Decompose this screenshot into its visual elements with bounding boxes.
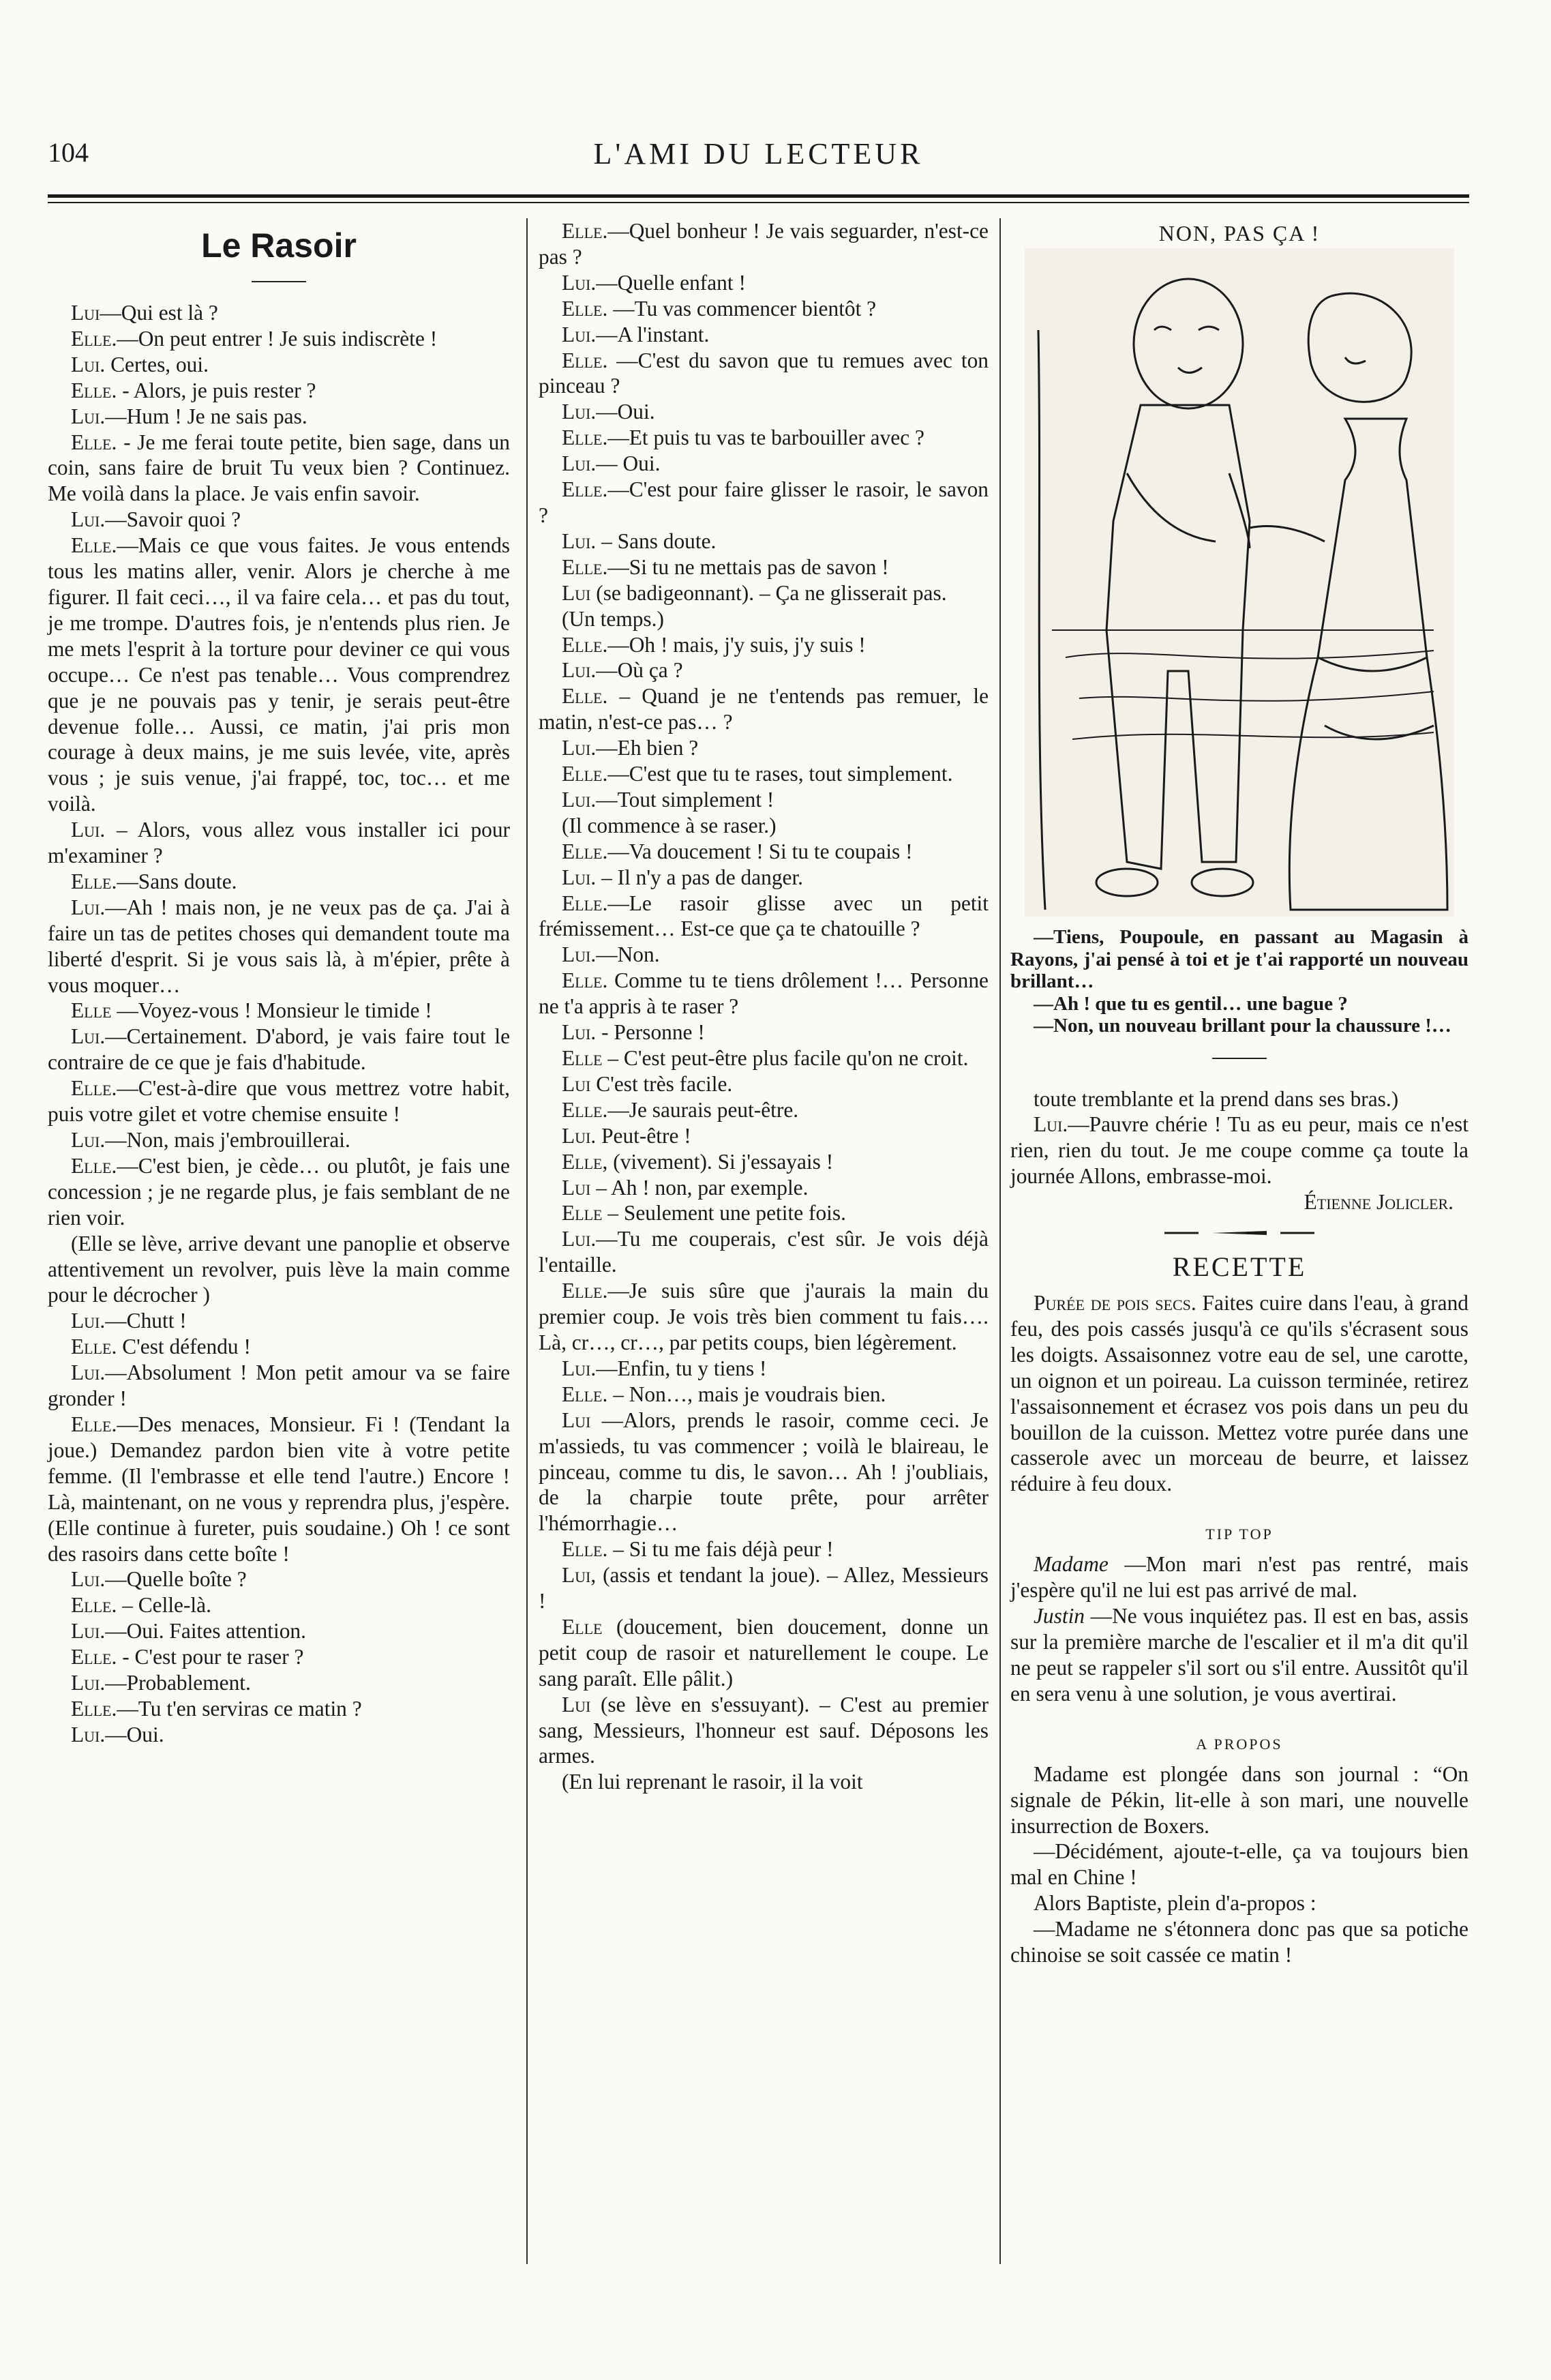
line-text: —Non. [596, 942, 660, 967]
line-text: —A l'instant. [596, 322, 710, 346]
speaker: Lui. [562, 529, 597, 553]
line-text: (assis et tendant la joue). – Allez, Messieurs ! [539, 1563, 989, 1613]
speaker: Elle. [562, 477, 608, 502]
line-text: —Je suis sûre que j'aurais la main du premier coup. Je vois très bien comment tu fais…. Là, cr…, cr…, par petits coups, bien légèrement. [539, 1279, 989, 1354]
dialogue-line [539, 296, 989, 322]
line-text: (doucement, bien doucement, donne un petit coup de rasoir et naturellement le coupe. Le sang paraît. Elle pâlit.) [539, 1614, 989, 1691]
line-text: —Et puis tu vas te barbouiller avec ? [607, 426, 924, 450]
header-rule-thin [48, 202, 1469, 203]
recette-text: Faites cuire dans l'eau, à grand feu, des pois cassés jusqu'à ce qu'ils s'écrasent sous les doigts. Assaisonnez votre eau de sel, une carotte, un oignon et un poireau. La cuisson terminée, retirez l'assaisonnement et écrasez vos pois dans un peu du bouillon de la cuisson. Mettez votre purée dans une casserole avec un morceau de beurre, et laissez réduire à feu doux. [1010, 1291, 1469, 1496]
speaker: Elle. [71, 1153, 117, 1178]
speaker: Elle. [562, 348, 608, 372]
speaker: Elle. [71, 1076, 117, 1101]
line-text: —Des menaces, Monsieur. Fi ! (Tendant la joue.) Demandez pardon bien vite à votre petite femme. (Il l'embrasse et elle tend l'autre.) Encore ! Là, maintenant, on ne vous y reprendra plus, j'espère. (Elle continue à fureter, puis soudaine.) Oh ! ce sont des rasoirs dans cette boîte ! [48, 1412, 510, 1566]
caption-line: —Tiens, Poupoule, en passant au Magasin à Rayons, j'ai pensé à toi et je t'ai rapporté un nouveau brillant… [1010, 926, 1469, 992]
recette-label: Purée de pois secs. [1034, 1291, 1196, 1315]
dialogue-line [48, 533, 510, 817]
line-text: C'est défendu ! [117, 1335, 251, 1359]
dialogue-line [539, 1614, 989, 1692]
speaker: Lui. [71, 1309, 106, 1333]
dialogue-line [539, 606, 989, 632]
speaker: Elle. [71, 1696, 117, 1721]
line-text: —Alors, prends le rasoir, comme ceci. Je m'assieds, tu vas commencer ; voilà le blaireau, le pinceau, comme tu dis, le savon… Ah ! j'oubliais, de la charpie toute prête, pour arrêter l'hémorrhagie… [539, 1408, 989, 1536]
line-text: Peut-être ! [596, 1123, 691, 1148]
speaker: Elle [562, 1201, 603, 1225]
speaker: Justin [1034, 1604, 1085, 1628]
caption-rule [1212, 1058, 1267, 1059]
speaker: Elle. [71, 1645, 117, 1669]
line-text: - C'est pour te raser ? [117, 1645, 304, 1669]
paragraph: —Madame ne s'étonnera donc pas que sa potiche chinoise se soit cassée ce matin ! [1010, 1917, 1469, 1967]
speaker: Lui. [562, 787, 597, 812]
line-text: – Non…, mais je voudrais bien. [607, 1382, 886, 1406]
dialogue-line [539, 839, 989, 865]
speaker: Lui. [71, 895, 106, 919]
line-text: – Sans doute. [596, 529, 717, 553]
line-text: —C'est-à-dire que vous mettrez votre habit, puis votre gilet et votre chemise ensuite ! [48, 1076, 510, 1127]
dialogue-line [539, 580, 989, 606]
dialogue-line [539, 348, 989, 400]
page-header [48, 136, 1469, 177]
caption-line: —Non, un nouveau brillant pour la chaussure !… [1034, 1015, 1451, 1037]
line-text: - Alors, je puis rester ? [117, 378, 316, 402]
line-text: - Personne ! [596, 1020, 705, 1045]
dialogue-line [48, 1231, 510, 1309]
speaker: Lui. [562, 451, 597, 476]
speaker: Elle. [562, 1382, 608, 1406]
line-text: —Oui. [596, 400, 655, 424]
signature: Étienne Jolicler. [1304, 1190, 1454, 1215]
a-propos-text [1010, 1761, 1469, 1968]
dialogue-line [48, 1696, 510, 1722]
dialogue-line [48, 998, 510, 1024]
speaker: Lui. [71, 507, 106, 532]
speaker: Elle. [71, 378, 117, 402]
cartoon-illustration [1025, 248, 1454, 917]
dialogue-line [539, 1123, 989, 1149]
dialogue-line [1010, 1551, 1469, 1603]
dialogue-line [539, 425, 989, 451]
dialogue-line [539, 891, 989, 942]
line-text: Certes, oui. [105, 352, 209, 376]
line-text: —Va doucement ! Si tu te coupais ! [607, 839, 913, 863]
speaker: Elle. [562, 762, 608, 786]
speaker: Lui. [71, 1024, 106, 1049]
line-text: —Ah ! mais non, je ne veux pas de ça. J'ai à faire un tas de petites choses qui demandent toute ma liberté d'esprit. Si je vous sais là, à m'épier, prête à vous moquer… [48, 895, 510, 997]
dialogue-line [48, 1153, 510, 1231]
speaker: Elle. [71, 1593, 117, 1618]
speaker: Elle [562, 1046, 603, 1070]
speaker: Elle. [562, 684, 608, 709]
line-text: —Je saurais peut-être. [607, 1097, 799, 1122]
dialogue-line [1010, 1086, 1469, 1112]
paragraph: Madame est plongée dans son journal : “On signale de Pékin, lit-elle à son mari, une nouvelle insurrection de Boxers. [1010, 1761, 1469, 1838]
tip-top-title: TIP TOP [1205, 1526, 1274, 1543]
dialogue-line [48, 1722, 510, 1748]
article-title: Le Rasoir [201, 226, 357, 265]
recette-title: RECETTE [1172, 1251, 1307, 1283]
dialogue-line [48, 352, 510, 378]
speaker: Elle [562, 1614, 603, 1639]
dialogue-line [48, 1308, 510, 1334]
dialogue-line [539, 1382, 989, 1408]
line-text: – Quand je ne t'entends pas remuer, le matin, n'est-ce pas… ? [539, 684, 989, 734]
line-text: —Absolument ! Mon petit amour va se faire gronder ! [48, 1360, 510, 1411]
speaker: Lui. [71, 1567, 106, 1592]
line-text: —Eh bien ? [596, 736, 699, 760]
publication-title: L'AMI DU LECTEUR [593, 137, 924, 170]
dialogue-line [48, 1360, 510, 1412]
line-text: —Chutt ! [105, 1309, 187, 1333]
line-text: —Mon mari n'est pas rentré, mais j'espère qu'il ne lui est pas arrivé de mal. [1010, 1552, 1469, 1603]
dialogue-line [539, 270, 989, 296]
dialogue-line [539, 1149, 989, 1175]
dialogue-line [48, 1075, 510, 1127]
speaker: Elle. [562, 296, 608, 321]
caption-line: —Ah ! que tu es gentil… une bague ? [1034, 992, 1348, 1015]
speaker: Elle. [71, 1412, 117, 1436]
speaker: Lui. [562, 400, 597, 424]
line-text: —Non, mais j'embrouillerai. [105, 1128, 350, 1152]
paragraph: —Décidément, ajoute-t-elle, ça va toujours bien mal en Chine ! [1010, 1839, 1469, 1890]
line-text: toute tremblante et la prend dans ses bras.) [1034, 1086, 1399, 1111]
dialogue-line [539, 761, 989, 787]
line-text: —Si tu ne mettais pas de savon ! [607, 554, 889, 579]
speaker: Lui. [562, 658, 597, 683]
dialogue-line [539, 735, 989, 761]
speaker: Lui. [562, 1123, 597, 1148]
dialogue-line [539, 1408, 989, 1537]
speaker: Lui. [71, 1619, 106, 1643]
speaker: Lui. [562, 736, 597, 760]
line-text: – Il n'y a pas de danger. [596, 865, 804, 889]
line-text: (se lève en s'essuyant). – C'est au premier sang, Messieurs, l'honneur est sauf. Déposons les armes. [539, 1692, 989, 1768]
a-propos-title: A PROPOS [1196, 1735, 1283, 1753]
column-separator-1 [526, 218, 528, 2264]
dialogue-line [48, 1412, 510, 1566]
dialogue-line [539, 477, 989, 529]
dialogue-line [48, 1618, 510, 1644]
speaker: Elle. [562, 426, 608, 450]
dialogue-line [539, 399, 989, 425]
dialogue-line [539, 1536, 989, 1562]
line-text: – Celle-là. [117, 1593, 211, 1618]
ornament-rule [1158, 1228, 1321, 1238]
speaker: Elle [71, 998, 112, 1023]
speaker: Elle. [71, 1335, 117, 1359]
speaker: Elle. [562, 554, 608, 579]
illustration-caption [1010, 926, 1469, 1037]
dialogue-line [539, 683, 989, 735]
title-rule [252, 281, 306, 282]
line-text: – Si tu me fais déjà peur ! [607, 1537, 834, 1562]
speaker: Elle. [562, 839, 608, 863]
dialogue-line [48, 1592, 510, 1618]
speaker: Elle, [562, 1149, 608, 1174]
speaker: Elle. [71, 326, 117, 351]
speaker: Lui [562, 1175, 591, 1200]
speaker: Lui. [562, 270, 597, 295]
line-text: C'est très facile. [590, 1071, 733, 1096]
line-text: —Quelle boîte ? [105, 1567, 247, 1592]
dialogue-line [539, 451, 989, 477]
dialogue-line [539, 1045, 989, 1071]
speaker: Lui. [1034, 1112, 1068, 1137]
dialogue-line [48, 1024, 510, 1075]
dialogue-line [539, 865, 989, 891]
illustration-title: NON, PAS ÇA ! [1158, 221, 1321, 246]
dialogue-line [539, 1692, 989, 1770]
speaker: Lui. [71, 352, 106, 376]
speaker: Lui. [562, 1020, 597, 1045]
page-number: 104 [48, 137, 89, 168]
dialogue-line [539, 554, 989, 580]
dialogue-line [539, 787, 989, 813]
speaker: Lui. [562, 942, 597, 967]
line-text: —Oh ! mais, j'y suis, j'y suis ! [607, 632, 866, 657]
line-text: —Tu me couperais, c'est sûr. Je vois déjà l'entaille. [539, 1227, 989, 1277]
speaker: Elle. [71, 869, 117, 893]
dialogue-line [539, 1175, 989, 1201]
dialogue-line [539, 1356, 989, 1382]
speaker: Elle. [71, 533, 117, 558]
dialogue-part-1 [48, 300, 510, 1748]
dialogue-line [539, 1562, 989, 1614]
line-text: —C'est bien, je cède… ou plutôt, je fais une concession ; je ne regarde plus, je fais semblant de ne rien voir. [48, 1153, 510, 1230]
line-text: —Mais ce que vous faites. Je vous entends tous les matins aller, venir. Alors je cherche à me figurer. Il fait ceci…, il va faire cela… et pas du tout, je me trompe. D'autres fois, je n'entends plus rien. Je me mets l'esprit à la torture pour deviner ce qui vous occupe… Ce n'est pas tenable… Vous comprendrez que je ne pouvais pas y tenir, je serais peut-être devenue folle… Aussi, ce matin, j'ai pris mon courage à deux mains, je me suis levée, vite, après vous ; je suis venue, j'ai frappé, toc, toc… et me voilà. [48, 533, 510, 816]
line-text: —Probablement. [105, 1671, 251, 1695]
line-text: —Oui. Faites attention. [105, 1619, 306, 1643]
speaker: Lui. [71, 1671, 106, 1695]
dialogue-line [539, 968, 989, 1020]
line-text: —C'est que tu te rases, tout simplement. [607, 762, 953, 786]
speaker: Elle. [562, 968, 608, 993]
line-text: (vivement). Si j'essayais ! [607, 1149, 834, 1174]
speaker: Lui. [71, 818, 106, 842]
dialogue-line [48, 1127, 510, 1153]
line-text: —Tu t'en serviras ce matin ? [117, 1696, 362, 1721]
line-text: —Oui. [105, 1722, 164, 1746]
dialogue-line [1010, 1603, 1469, 1707]
dialogue-line [48, 507, 510, 533]
line-text: —Hum ! Je ne sais pas. [105, 404, 307, 428]
line-text: —Tu vas commencer bientôt ? [607, 296, 877, 321]
dialogue-line [48, 1670, 510, 1696]
speaker: Lui [71, 301, 100, 325]
speaker: Elle. [562, 1537, 608, 1562]
dialogue-part-2 [539, 218, 989, 1795]
line-text: —Sans doute. [117, 869, 237, 893]
speaker: Lui. [71, 1128, 106, 1152]
speaker: Elle. [562, 219, 608, 243]
dialogue-line [539, 1769, 989, 1795]
dialogue-line [539, 1071, 989, 1097]
speaker: Lui, [562, 1563, 597, 1588]
speaker: Lui. [71, 1360, 106, 1385]
dialogue-line [48, 326, 510, 352]
line-text: – Seulement une petite fois. [602, 1201, 846, 1225]
dialogue-line [539, 1020, 989, 1045]
dialogue-line [48, 1644, 510, 1670]
line-text: (se badigeonnant). – Ça ne glisserait pas. [590, 580, 947, 605]
speaker: Lui [562, 580, 591, 605]
dialogue-part-3 [1010, 1086, 1469, 1190]
dialogue-line [1010, 1112, 1469, 1189]
line-text: —Le rasoir glisse avec un petit frémissement… Est-ce que ça te chatouille ? [539, 891, 989, 941]
dialogue-line [539, 1278, 989, 1356]
header-rule [48, 194, 1469, 198]
speaker: Elle. [562, 632, 608, 657]
line-text: (Un temps.) [562, 606, 664, 631]
speaker: Lui [562, 1408, 591, 1432]
column-1 [48, 218, 510, 1748]
line-text: —Où ça ? [596, 658, 683, 683]
dialogue-line [539, 529, 989, 554]
dialogue-line [539, 632, 989, 658]
line-text: —Ne vous inquiétez pas. Il est en bas, assis sur la première marche de l'escalier et il m'a dit qu'il ne peut se rappeler s'il sort ou s'il entre. Aussitôt qu'il en sera venu à une solution, je vous avertirai. [1010, 1604, 1469, 1706]
paragraph: Alors Baptiste, plein d'a-propos : [1034, 1891, 1316, 1916]
speaker: Lui. [71, 404, 106, 428]
line-text: – Ah ! non, par exemple. [590, 1175, 809, 1200]
line-text: —Pauvre chérie ! Tu as eu peur, mais ce n'est rien, rien du tout. Je me coupe comme ça toute la journée Allons, embrasse-moi. [1010, 1112, 1469, 1189]
line-text: —C'est du savon que tu remues avec ton pinceau ? [539, 348, 989, 398]
dialogue-line [539, 218, 989, 270]
dialogue-line [48, 378, 510, 404]
column-2 [539, 218, 989, 1795]
dialogue-line [539, 322, 989, 348]
line-text: — Oui. [596, 451, 661, 476]
speaker: Madame [1034, 1552, 1109, 1577]
dialogue-line [539, 942, 989, 968]
dialogue-line [48, 1334, 510, 1360]
dialogue-line [48, 895, 510, 998]
speaker: Elle. [562, 1279, 608, 1303]
dialogue-line [48, 869, 510, 895]
dialogue-line [48, 404, 510, 430]
line-text: —Voyez-vous ! Monsieur le timide ! [111, 998, 432, 1023]
speaker: Lui. [562, 1227, 597, 1251]
line-text: (En lui reprenant le rasoir, il la voit [562, 1770, 863, 1794]
dialogue-line [48, 817, 510, 869]
line-text: —Quelle enfant ! [596, 270, 746, 295]
dialogue-line [48, 1566, 510, 1592]
dialogue-line [539, 657, 989, 683]
dialogue-line [539, 813, 989, 839]
speaker: Lui. [71, 1722, 106, 1746]
tip-top-text [1010, 1551, 1469, 1706]
line-text: Comme tu te tiens drôlement !… Personne ne t'a appris à te raser ? [539, 968, 989, 1019]
speaker: Lui [562, 1071, 591, 1096]
line-text: (Il commence à se raser.) [562, 813, 777, 837]
line-text: —Tout simplement ! [596, 787, 774, 812]
line-text: - Je me ferai toute petite, bien sage, dans un coin, sans faire de bruit Tu veux bien ? Continuez. Me voilà dans la place. Je vais enfin savoir. [48, 430, 510, 506]
line-text: —On peut entrer ! Je suis indiscrète ! [117, 326, 438, 351]
line-text: —Qui est là ? [100, 301, 218, 325]
dialogue-line [48, 430, 510, 507]
line-text: —Savoir quoi ? [105, 507, 241, 532]
line-text: (Elle se lève, arrive devant une panoplie et observe attentivement un revolver, puis lève la main comme pour le décrocher ) [48, 1231, 510, 1307]
line-text: —Certainement. D'abord, je vais faire tout le contraire de ce que je fais d'habitude. [48, 1024, 510, 1075]
speaker: Lui. [562, 865, 597, 889]
dialogue-line [48, 300, 510, 326]
dialogue-line [539, 1200, 989, 1226]
line-text: —Quel bonheur ! Je vais seguarder, n'est-ce pas ? [539, 219, 989, 269]
dialogue-line [539, 1097, 989, 1123]
speaker: Lui. [562, 1356, 597, 1380]
line-text: —C'est pour faire glisser le rasoir, le savon ? [539, 477, 989, 527]
speaker: Elle. [562, 1097, 608, 1122]
column-separator-2 [999, 218, 1001, 2264]
line-text: – C'est peut-être plus facile qu'on ne croit. [602, 1046, 969, 1070]
speaker: Elle. [71, 430, 117, 454]
speaker: Lui [562, 1692, 591, 1716]
speaker: Elle. [562, 891, 608, 915]
line-text: – Alors, vous allez vous installer ici pour m'examiner ? [48, 818, 510, 868]
dialogue-line [539, 1226, 989, 1278]
column-3 [1010, 218, 1469, 1968]
line-text: —Enfin, tu y tiens ! [596, 1356, 767, 1380]
speaker: Lui. [562, 322, 597, 346]
